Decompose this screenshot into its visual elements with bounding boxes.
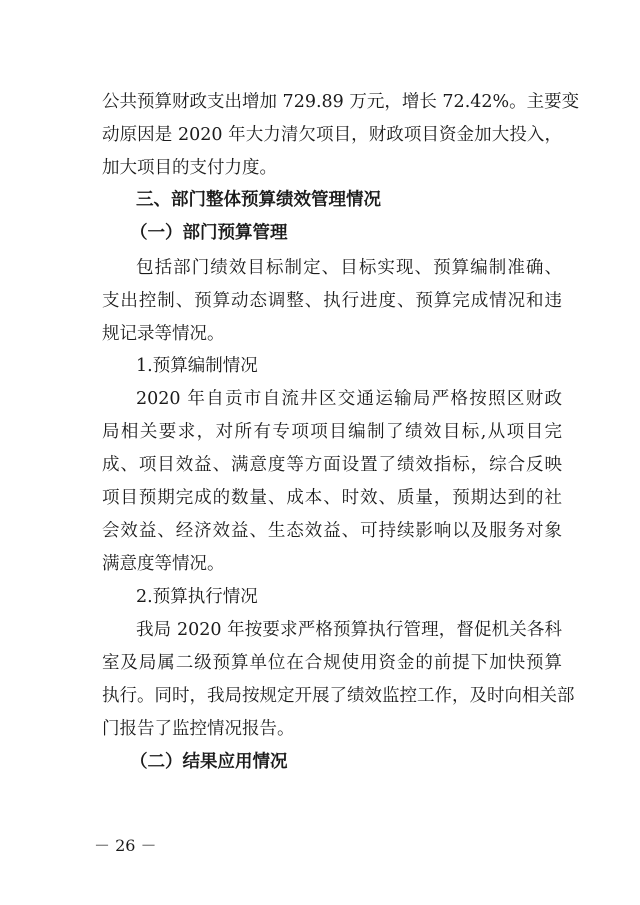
page-number: － 26 － (94, 836, 157, 855)
intro-line-2: 动原因是 2020 年大力清欠项目，财政项目资金加大投入， (102, 125, 562, 145)
execution-line-2: 室及局属二级预算单位在合规使用资金的前提下加快预算 (102, 653, 562, 673)
subsection-2-heading: （二）结果应用情况 (130, 752, 288, 772)
budgeting-line-2: 局相关要求，对所有专项项目编制了绩效目标,从项目完 (102, 422, 562, 442)
subsection-1-heading: （一）部门预算管理 (130, 223, 288, 243)
item-2-heading: 2.预算执行情况 (136, 587, 258, 607)
scope-line-2: 支出控制、预算动态调整、执行进度、预算完成情况和违 (102, 291, 562, 311)
intro-line-1: 公共预算财政支出增加 729.89 万元，增长 72.42%。主要变 (102, 92, 580, 112)
intro-line-3: 加大项目的支付力度。 (102, 158, 277, 178)
budgeting-line-3: 成、项目效益、满意度等方面设置了绩效指标，综合反映 (102, 455, 562, 475)
execution-line-1: 我局 2020 年按要求严格预算执行管理，督促机关各科 (136, 620, 562, 640)
budgeting-line-5: 会效益、经济效益、生态效益、可持续影响以及服务对象 (102, 521, 562, 541)
execution-line-4: 门报告了监控情况报告。 (102, 719, 295, 739)
budgeting-line-1: 2020 年自贡市自流井区交通运输局严格按照区财政 (136, 389, 562, 409)
scope-line-1: 包括部门绩效目标制定、目标实现、预算编制准确、 (136, 258, 562, 278)
item-1-heading: 1.预算编制情况 (136, 356, 258, 376)
execution-line-3: 执行。同时，我局按规定开展了绩效监控工作，及时向相关部 (102, 686, 575, 706)
budgeting-line-6: 满意度等情况。 (102, 554, 225, 574)
budgeting-line-4: 项目预期完成的数量、成本、时效、质量，预期达到的社 (102, 488, 562, 508)
section-3-heading: 三、部门整体预算绩效管理情况 (136, 190, 381, 210)
scope-line-3: 规记录等情况。 (102, 324, 225, 344)
